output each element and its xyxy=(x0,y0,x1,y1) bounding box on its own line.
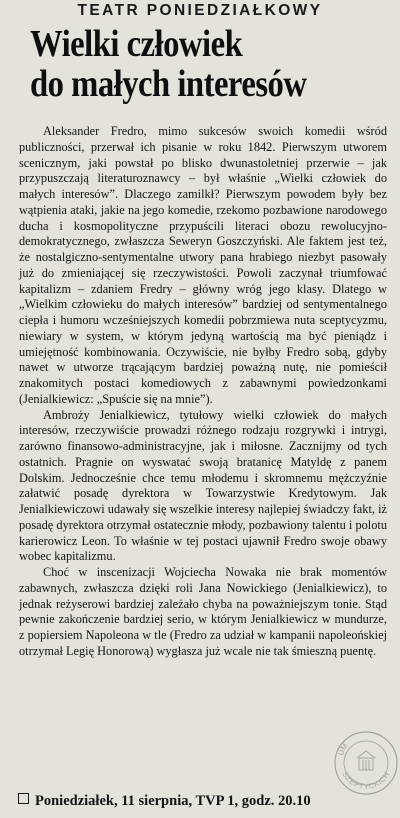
paragraph-2: Ambroży Jenialkiewicz, tytułowy wielki człowiek do małych interesów, rzeczywiście prowadzi różnego rodzaju rozgrywki i intrygi, zarówno finansowo-administracyjne, jak i miłosne. Zacznijmy od tych ostatnich. Pragnie on wyswatać swoją bratanicę Matyldę z panem Dolskim. Jednocześnie chce temu młodemu i skromnemu mężczyźnie załatwić posadę dyrektora w Towarzystwie Kredytowym. Jak Jenialkiewiczowi udawały się wszelkie interesy najlepiej świadczy fakt, iż posadę dyrektora otrzymał ostatecznie młody, pozbawiony talentu i polotu karierowicz Leon. To właśnie w tej postaci ujawnił Fredro swoje obawy wobec kapitalizmu. xyxy=(19,407,387,564)
section-rubric: TEATR PONIEDZIAŁKOWY xyxy=(77,2,323,19)
broadcast-info-text: Poniedziałek, 11 sierpnia, TVP 1, godz. 20.10 xyxy=(35,793,311,809)
stamp-fragment: UM xyxy=(336,741,350,757)
paragraph-1: Aleksander Fredro, mimo sukcesów swoich komedii wśród publiczności, przerwał ich pisanie w roku 1842. Pierwszym utworem scenicznym, jaki powstał po blisko dwunastoletniej przerwie – jak przypuszczają literaturoznawcy – był właśnie „Wielki człowiek do małych interesów”. Dlaczego zamilkł? Pierwszym powodem były bez wątpienia ataki, jakie na jego komedie, rzekomo pozbawione narodowego ducha i kosmopolityczne przypuścili literaci obozu rewolucyjno-demokratycznego, zwłaszcza Seweryn Goszczyński. Ale faktem jest też, że nostalgiczno-sentymentalne utwory pana hrabiego niezbyt pasowały już do zmieniającej się rzeczywistości. Powoli zaczynał triumfować kapitalizm – zdaniem Fredry – główny wróg jego klasy. Dlatego w „Wielkim człowieku do małych interesów” bardziej od sentymentalnego ciepła i humoru wcześniejszych komedii pobrzmiewa nuta sceptycyzmu, niewiary w system, w którym jedyną wartością ma być pieniądz i umiejętność kombinowania. Oczywiście, nie byłby Fredro sobą, gdyby nawet w utworze trącającym bardziej poważną nutę, nie pomieścił znakomitych postaci komediowych z zabawnymi powiedzonkami (Jenialkiewicz: „Spuście się na mnie”). xyxy=(19,124,387,406)
library-stamp xyxy=(333,730,399,796)
paragraph-3: Choć w inscenizacji Wojciecha Nowaka nie brak momentów zabawnych, zwłaszcza dzięki roli Jana Nowickiego (Jenialkiewicz), to jednak reżyserowi bardziej zależało chyba na poważniejszym tonie. Stąd pewnie zakończenie bardziej serio, w którym Jenialkiewicz w mundurze, z popiersiem Napoleona w tle (Fredro za udział w kampanii napoleońskiej otrzymał Legię Honorową) wygłasza już wcale nie tak śmieszną puentę. xyxy=(19,565,387,658)
svg-text:UM xyxy=(336,742,349,757)
title-line-1: Wielki człowiek xyxy=(30,23,243,65)
stamp-text: SZEPTYCKICH xyxy=(340,769,392,791)
checkbox-square-icon xyxy=(18,793,29,804)
article-body xyxy=(19,124,387,660)
title-line-2: do małych interesów xyxy=(30,63,307,105)
article-title xyxy=(30,24,340,104)
